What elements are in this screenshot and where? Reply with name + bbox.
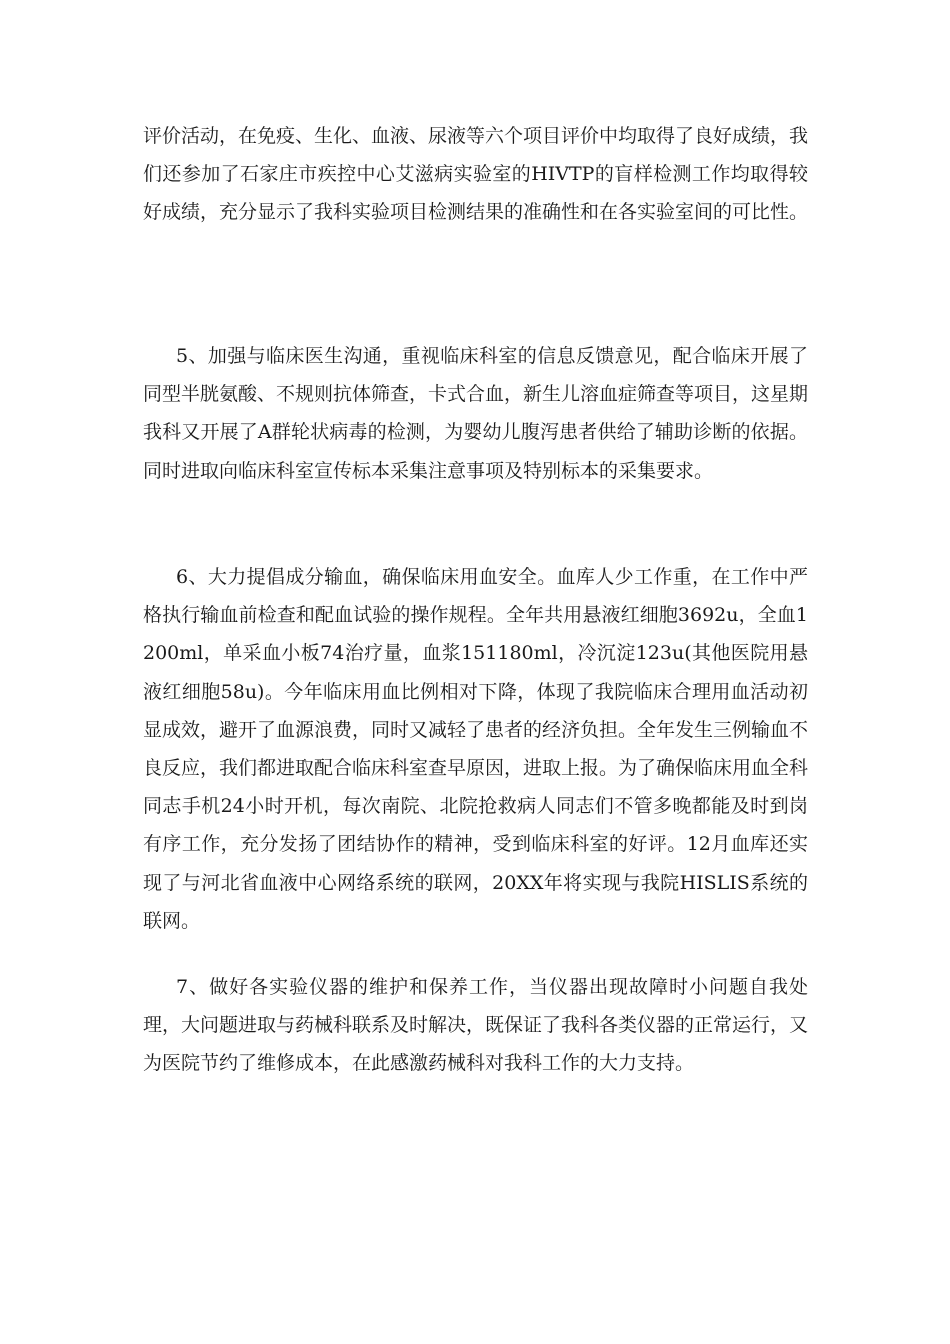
paragraph-evaluation-results: 评价活动，在免疫、生化、血液、尿液等六个项目评价中均取得了良好成绩，我们还参加了石家庄市疾控中心艾滋病实验室的HIVTP的盲样检测工作均取得较好成绩，充分显示了我科实验项目检测结果的准确性和在各实验室间的可比性。 <box>143 125 809 224</box>
paragraph-item-6-blood-transfusion: 6、大力提倡成分输血，确保临床用血安全。血库人少工作重，在工作中严格执行输血前检查和配血试验的操作规程。全年共用悬液红细胞3692u，全血1200ml，单采血小板74治疗量，血浆151180ml，冷沉淀123u(其他医院用悬液红细胞58u)。今年临床用血比例相对下降，体现了我院临床合理用血活动初显成效，避开了血源浪费，同时又减轻了患者的经济负担。全年发生三例输血不良反应，我们都进取配合临床科室查早原因，进取上报。为了确保临床用血全科同志手机24小时开机，每次南院、北院抢救病人同志们不管多晚都能及时到岗有序工作，充分发扬了团结协作的精神，受到临床科室的好评。12月血库还实现了与河北省血液中心网络系统的联网，20XX年将实现与我院HISLIS系统的联网。 <box>143 566 809 932</box>
paragraph-item-5-clinical-communication: 5、加强与临床医生沟通，重视临床科室的信息反馈意见，配合临床开展了同型半胱氨酸、不规则抗体筛查，卡式合血，新生儿溶血症筛查等项目，这星期我科又开展了A群轮状病毒的检测，为婴幼儿腹泻患者供给了辅助诊断的依据。同时进取向临床科室宣传标本采集注意事项及特别标本的采集要求。 <box>143 345 809 482</box>
paragraph-item-7-instrument-maintenance: 7、做好各实验仪器的维护和保养工作，当仪器出现故障时小问题自我处理，大问题进取与药械科联系及时解决，既保证了我科各类仪器的正常运行，又为医院节约了维修成本，在此感激药械科对我科工作的大力支持。 <box>143 976 809 1075</box>
